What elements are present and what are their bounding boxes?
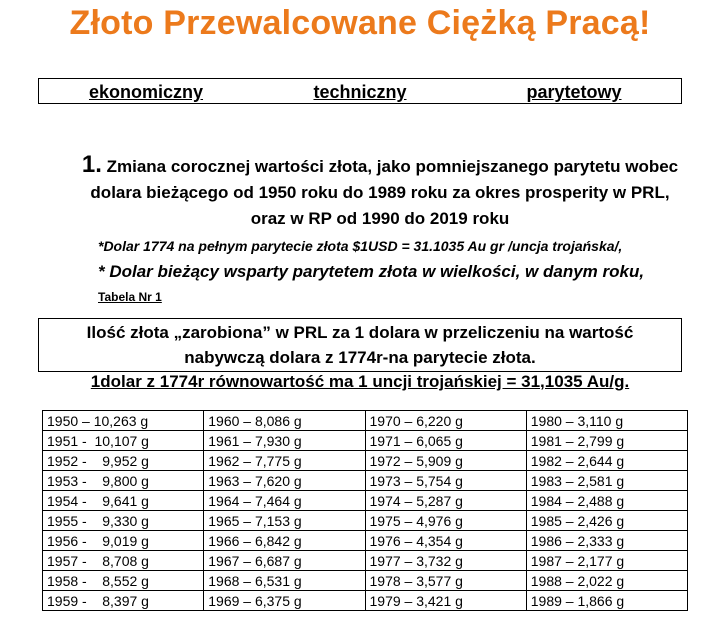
table-cell: 1989 – 1,866 g [526, 591, 687, 611]
note-dolar-1774: *Dolar 1774 na pełnym parytecie złota $1USD = 31.1035 Au gr /uncja trojańska/, [98, 238, 623, 254]
table-cell: 1956 - 9,019 g [43, 531, 204, 551]
table-cell: 1980 – 3,110 g [526, 411, 687, 431]
table-row [43, 511, 688, 531]
table-row [43, 411, 688, 431]
table-cell: 1953 - 9,800 g [43, 471, 204, 491]
table-cell: 1955 - 9,330 g [43, 511, 204, 531]
table-row [43, 471, 688, 491]
page-title: Złoto Przewalcowane Ciężką Pracą! [69, 4, 651, 42]
table-cell: 1962 – 7,775 g [204, 451, 365, 471]
table-cell: 1978 – 3,577 g [365, 571, 526, 591]
table-cell: 1959 - 8,397 g [43, 591, 204, 611]
table-cell: 1968 – 6,531 g [204, 571, 365, 591]
table-cell: 1988 – 2,022 g [526, 571, 687, 591]
table-cell: 1970 – 6,220 g [365, 411, 526, 431]
heading-line-1: Zmiana corocznej wartości złota, jako pomniejszanego parytetu wobec [106, 157, 679, 176]
table-cell: 1950 – 10,263 g [43, 411, 204, 431]
table-cell: 1960 – 8,086 g [204, 411, 365, 431]
table-cell: 1963 – 7,620 g [204, 471, 365, 491]
table-cell: 1972 – 5,909 g [365, 451, 526, 471]
table-cell: 1957 - 8,708 g [43, 551, 204, 571]
gold-value-table [42, 410, 688, 611]
table-cell: 1987 – 2,177 g [526, 551, 687, 571]
tab-bar [38, 78, 682, 104]
table-row [43, 591, 688, 611]
table-cell: 1982 – 2,644 g [526, 451, 687, 471]
table-cell: 1974 – 5,287 g [365, 491, 526, 511]
table-cell: 1981 – 2,799 g [526, 431, 687, 451]
section-heading [60, 152, 700, 232]
note-dolar-biezacy: * Dolar bieżący wsparty parytetem złota w wielkości, w danym roku, [98, 262, 645, 281]
table-row [43, 531, 688, 551]
table-caption-box [38, 318, 682, 372]
table-cell: 1964 – 7,464 g [204, 491, 365, 511]
table-cell: 1984 – 2,488 g [526, 491, 687, 511]
table-cell: 1967 – 6,687 g [204, 551, 365, 571]
table-cell: 1976 – 4,354 g [365, 531, 526, 551]
table-cell: 1979 – 3,421 g [365, 591, 526, 611]
table-label: Tabela Nr 1 [98, 290, 162, 304]
table-cell: 1986 – 2,333 g [526, 531, 687, 551]
ratio-statement: 1dolar z 1774r równowartość ma 1 uncji trojańskiej = 31,1035 Au/g. [90, 372, 630, 391]
tab-techniczny[interactable]: techniczny [313, 82, 407, 102]
table-cell: 1954 - 9,641 g [43, 491, 204, 511]
table-cell: 1965 – 7,153 g [204, 511, 365, 531]
table-cell: 1971 – 6,065 g [365, 431, 526, 451]
table-cell: 1969 – 6,375 g [204, 591, 365, 611]
tab-ekonomiczny[interactable]: ekonomiczny [88, 82, 204, 102]
table-cell: 1952 - 9,952 g [43, 451, 204, 471]
heading-line-3: oraz w RP od 1990 do 2019 roku [250, 209, 510, 228]
table-cell: 1951 - 10,107 g [43, 431, 204, 451]
table-cell: 1961 – 7,930 g [204, 431, 365, 451]
table-cell: 1973 – 5,754 g [365, 471, 526, 491]
table-row [43, 491, 688, 511]
table-row [43, 571, 688, 591]
section-number: 1. [81, 151, 102, 178]
table-cell: 1958 - 8,552 g [43, 571, 204, 591]
table-row [43, 551, 688, 571]
caption-line-2: nabywczą dolara z 1774r-na parytecie złota. [184, 348, 536, 367]
table-row [43, 431, 688, 451]
table-cell: 1985 – 2,426 g [526, 511, 687, 531]
table-cell: 1983 – 2,581 g [526, 471, 687, 491]
heading-line-2: dolara bieżącego od 1950 roku do 1989 roku za okres prosperity w PRL, [90, 183, 670, 202]
table-cell: 1966 – 6,842 g [204, 531, 365, 551]
tab-parytetowy[interactable]: parytetowy [526, 82, 622, 102]
table-row [43, 451, 688, 471]
caption-line-1: Ilość złota „zarobiona” w PRL za 1 dolara w przeliczeniu na wartość [86, 323, 634, 342]
table-cell: 1975 – 4,976 g [365, 511, 526, 531]
table-cell: 1977 – 3,732 g [365, 551, 526, 571]
